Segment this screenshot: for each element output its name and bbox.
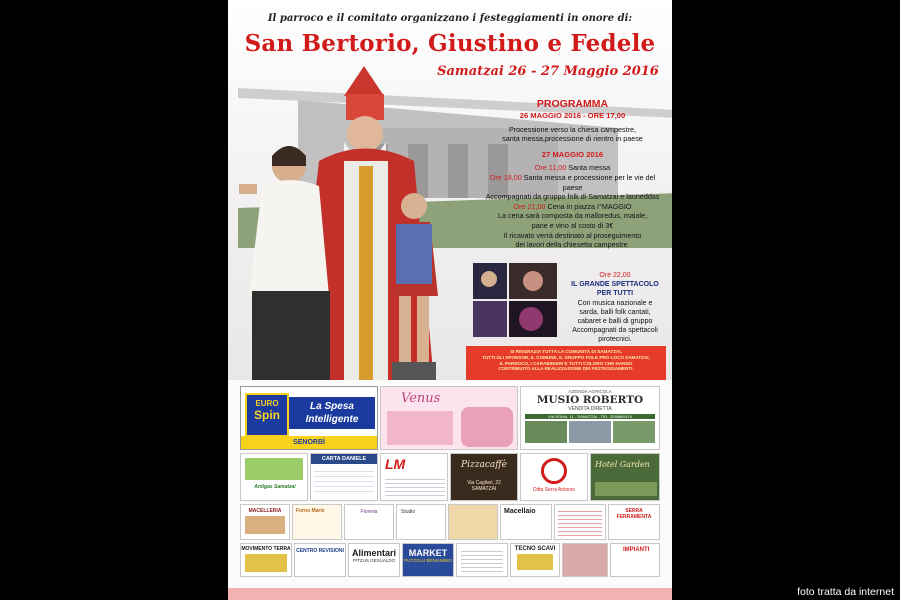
time-2100-text: Cena in piazza I°MAGGIO [547, 201, 632, 211]
macellaio-name: Macellaio [504, 508, 536, 515]
pizzacaffe-name: Pizzacaffè [461, 460, 507, 470]
time-2100-line3: pane e vino al costo di 3€ [531, 220, 614, 230]
sponsor-alimentari [348, 543, 400, 577]
poster-intro: Il parroco e il comitato organizzano i festeggiamenti in onore di: [267, 13, 633, 24]
time-2100: Ore 21,00 [513, 201, 546, 211]
alimentari-name: Alimentari [351, 548, 396, 558]
day1-date: 26 MAGGIO 2016 - ORE 17,00 [519, 111, 626, 120]
sponsor-lm [380, 453, 448, 501]
show-line-1: Con musica nazionale e [577, 299, 653, 307]
show-line-2: sarda, balli folk cantati, [579, 308, 651, 316]
musio-title: MUSIO ROBERTO [536, 394, 644, 406]
pizzacaffe-address: Via Cagliari, 22 [467, 480, 501, 486]
movimento-terra-name: MOVIMENTO TERRA [241, 546, 291, 552]
time-2100-line5: dei lavori della chiesetta campestre. [515, 240, 630, 250]
bottom-ribbon [228, 588, 672, 600]
time-2100-line2: La cena sarà composta da malloredus, maiale, [497, 211, 648, 221]
centro-revisioni-name: CENTRO REVISIONI [296, 548, 344, 554]
eurospin-tagline-2: Intelligente [305, 414, 359, 425]
sponsor-market [402, 543, 454, 577]
thanks-line-4: CONTRIBUITO ALLA REALIZZAZIONE DEI FESTEGGIAMENTI. [498, 366, 634, 372]
tecno-scavi-name: TECNO SCAVI [514, 546, 556, 552]
sponsor-forno-marie [292, 504, 342, 540]
day1-line2: santa messa,processione di rientro in paese [502, 134, 643, 144]
thanks-line-1: SI RINGRAZIA TUTTA LA COMUNITÀ DI SAMATZAI, [510, 349, 622, 354]
show-title-1: IL GRANDE SPETTACOLO [571, 281, 659, 289]
thanks-box [466, 346, 666, 380]
saints-statues-image [234, 66, 494, 382]
pizzacaffe-town: SAMATZAI [471, 486, 497, 492]
musio-top: AZIENDA AGRICOLA [568, 389, 612, 394]
day1-line1: Processione verso la chiesa campestre, [508, 124, 637, 134]
market-owner: PUTZOLU BENIAMINO [404, 558, 452, 563]
sponsor-tecno-scavi [510, 543, 560, 577]
sponsor-pizzacaffe [450, 453, 518, 501]
sponsor-ceramic [448, 504, 498, 540]
sponsor-movimento-terra [240, 543, 292, 577]
time-1100: Ore 11,00 [534, 163, 567, 173]
impianti-name: IMPIANTI [623, 547, 650, 553]
serra-antonio-logo-icon [541, 458, 567, 484]
fioreria-name: Fioreria [360, 509, 378, 515]
eurospin-tagline-1: La Spesa [310, 401, 354, 412]
sponsor-venus [380, 386, 518, 450]
photo-credit: foto tratta da internet [797, 586, 894, 598]
poster-subtitle: Samatzai 26 - 27 Maggio 2016 [437, 64, 659, 79]
sponsor-serra-ferramenta [608, 504, 660, 540]
sponsor-hotel-garden [590, 453, 660, 501]
show-line-3: cabaret e balli di gruppo [577, 318, 653, 326]
sponsors-area [228, 380, 672, 600]
eurospin-spin: Spin [254, 408, 280, 422]
serra-ferramenta-name: SERRA FERRAMENTA [616, 508, 652, 520]
time-1800-text: Santa messa e processione per le vie del paese [523, 172, 656, 192]
thanks-line-3: IL PARROCO, I CARABINIERI E TUTTI COLORO CHE HANNO [499, 360, 633, 366]
sponsor-studio [396, 504, 446, 540]
show-photos-collage [473, 263, 557, 337]
musio-subtitle: VENDITA DIRETTA [568, 406, 612, 412]
day2-date: 27 MAGGIO 2016 [541, 149, 604, 159]
musio-address: VIA ROMA, 11 - SAMATZAI - TEL. 3298869110 [525, 414, 655, 419]
time-1800: Ore 18,00 [489, 172, 522, 182]
sponsor-carta-daniele [310, 453, 378, 501]
antigas-name: Antigas Samatzai [254, 484, 296, 490]
event-poster [228, 0, 672, 600]
carta-daniele-name: CARTA DANIELE [311, 454, 377, 464]
sponsor-antigas [240, 453, 308, 501]
macelleria-name: MACELLERIA [248, 508, 282, 514]
hotel-garden-name: Hotel Garden [595, 460, 650, 469]
sponsor-painting [562, 543, 608, 577]
lm-logo: LM [385, 456, 406, 472]
sponsor-macelleria [240, 504, 290, 540]
serra-antonio-name: Ditta Serra Antonio [533, 487, 575, 493]
show-time: Ore 22,00 [599, 272, 631, 279]
programma-section [480, 97, 665, 250]
programma-heading: PROGRAMMA [536, 98, 609, 110]
venus-logo: Venus [401, 391, 441, 406]
show-line-4: Accompagnati da spettacoli [572, 327, 658, 335]
time-1100-text: Santa messa [568, 163, 611, 173]
sponsor-musio-roberto [520, 386, 660, 450]
sponsor-impianti [610, 543, 660, 577]
show-section [560, 271, 670, 345]
poster-title: San Bertorio, Giustino e Fedele [244, 30, 656, 57]
sponsor-macellaio [500, 504, 552, 540]
thanks-line-2: TUTTI GLI SPONSOR, IL COMUNE, IL GRUPPO FOLK PRO LOCO SAMATZAI, [482, 354, 650, 360]
show-line-5: pirotecnici. [598, 336, 632, 344]
show-title-2: PER TUTTI [596, 290, 634, 298]
sponsor-serra-antonio [520, 453, 588, 501]
sponsor-card [456, 543, 508, 577]
sponsor-flyer [554, 504, 606, 540]
sponsor-eurospin [240, 386, 378, 450]
eurospin-town: SENORBÌ [241, 436, 377, 449]
eurospin-euro: EURO [255, 399, 279, 408]
forno-marie-name: Forno Marie [296, 508, 325, 514]
studio-name: Studio [401, 509, 416, 515]
time-1800-line2: Accompagnati da gruppo folk di Samatzai e launeddas [485, 192, 660, 202]
alimentari-owner: PITZUS GESUALDO [352, 558, 396, 563]
time-2100-line4: Il ricavato verrà destinato al proseguimento [503, 230, 642, 240]
sponsor-fioreria [344, 504, 394, 540]
market-name: MARKET [408, 548, 448, 558]
sponsor-centro-revisioni [294, 543, 346, 577]
